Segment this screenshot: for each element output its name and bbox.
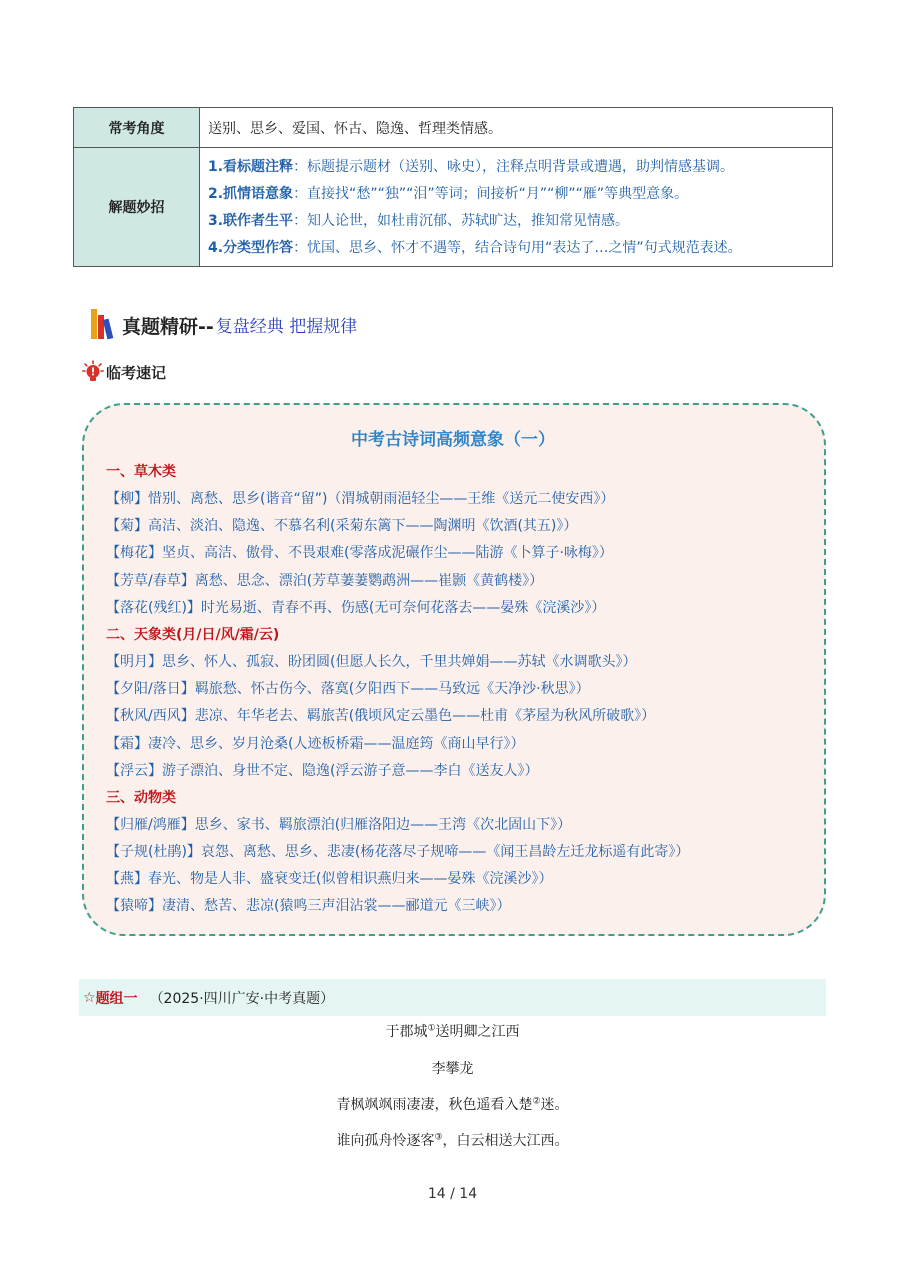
poem-line — [0, 1131, 905, 1151]
quick-notes-label: 临考速记 — [106, 363, 167, 382]
star-icon: ☆ — [83, 989, 96, 1006]
row-header: 解题妙招 — [74, 148, 200, 267]
tip-item — [208, 181, 824, 208]
poem-text: 迷。 — [540, 1097, 569, 1113]
list-item: 【芳草/春草】离愁、思念、漂泊(芳草萋萋鹦鹉洲——崔颢《黄鹤楼》） — [106, 572, 544, 589]
list-item: 【归雁/鸿雁】思乡、家书、羁旅漂泊(归雁洛阳边——王湾《次北固山下》） — [106, 816, 572, 833]
category-heading: 二、天象类(月/日/风/霜/云) — [106, 626, 280, 643]
list-item: 【秋风/西风】悲凉、年华老去、羁旅苦(俄顷风定云墨色——杜甫《茅屋为秋风所破歌》） — [106, 708, 656, 725]
tip-text: ：直接找“愁”“独”“泪”等词；间接析“月”“柳”“雁”等典型意象。 — [293, 186, 689, 202]
list-item: 【夕阳/落日】羁旅愁、怀古伤今、落寞(夕阳西下——马致远《天净沙·秋思》） — [106, 681, 590, 698]
poem-author: 李攀龙 — [431, 1061, 474, 1077]
tip-item — [208, 154, 824, 181]
tip-text: ：忧国、思乡、怀才不遇等，结合诗句用“表达了…之情”句式规范表述。 — [293, 240, 742, 256]
question-group-bar — [79, 979, 826, 1016]
list-item: 【落花(残红)】时光易逝、青春不再、伤感(无可奈何花落去——晏殊《浣溪沙》） — [106, 599, 606, 616]
footnote-mark: ① — [427, 1023, 436, 1034]
poem-text: 谁向孤舟怜逐客 — [336, 1133, 435, 1149]
poem-title — [0, 1022, 905, 1042]
list-item: 【浮云】游子漂泊、身世不定、隐逸(浮云游子意——李白《送友人》） — [106, 762, 539, 779]
poem-title-part: 送明卿之江西 — [435, 1024, 520, 1040]
poem-text: 青枫飒飒雨凄凄，秋色遥看入楚 — [336, 1097, 533, 1113]
tips-table — [73, 107, 833, 267]
tip-item — [208, 208, 824, 235]
table-row — [74, 148, 833, 267]
section-heading — [90, 305, 357, 341]
list-item: 【霜】凄冷、思乡、岁月沧桑(人迹板桥霜——温庭筠《商山早行》） — [106, 735, 525, 752]
list-item: 【燕】春光、物是人非、盛衰变迁(似曾相识燕归来——晏殊《浣溪沙》） — [106, 871, 553, 888]
quick-notes-heading — [82, 360, 166, 384]
imagery-box — [82, 403, 826, 936]
tip-text: ：知人论世，如杜甫沉郁、苏轼旷达，推知常见情感。 — [293, 213, 630, 229]
footnote-mark: ③ — [434, 1132, 443, 1143]
tip-item — [208, 235, 824, 262]
category-heading: 三、动物类 — [106, 789, 176, 806]
poem-text: ，白云相送大江西。 — [442, 1133, 569, 1149]
group-source: （2025·四川广安·中考真题） — [149, 990, 335, 1007]
list-item: 【子规(杜鹃)】哀怨、离愁、思乡、悲凄(杨花落尽子规啼——《闻王昌龄左迁龙标遥有此寄》） — [106, 844, 690, 861]
list-item: 【柳】惜别、离愁、思乡(谐音“留”)（渭城朝雨浥轻尘——王维《送元二使安西》） — [106, 491, 615, 507]
table-row — [74, 108, 833, 148]
list-item: 【猿啼】凄清、愁苦、悲凉(猿鸣三声泪沾裳——郦道元《三峡》） — [106, 898, 511, 915]
poem-title-part: 于郡城 — [385, 1024, 428, 1040]
books-icon — [90, 307, 120, 341]
section-title: 真题精研 — [122, 316, 199, 338]
footnote-mark: ② — [532, 1096, 541, 1107]
group-label: 题组一 — [95, 990, 138, 1007]
section-dash: -- — [198, 316, 214, 338]
row-header: 常考角度 — [74, 108, 200, 148]
tip-key: 2.抓情语意象 — [208, 186, 294, 202]
page-number: 14 / 14 — [427, 1186, 478, 1202]
tip-key: 3.联作者生平 — [208, 213, 294, 229]
box-title: 中考古诗词高频意象（一） — [351, 430, 555, 450]
tips-list — [200, 148, 833, 267]
tip-key: 4.分类型作答 — [208, 240, 294, 256]
poem-line — [0, 1095, 905, 1115]
row-content: 送别、思乡、爱国、怀古、隐逸、哲理类情感。 — [200, 108, 833, 148]
section-subtitle: 复盘经典 把握规律 — [215, 317, 358, 337]
category-heading: 一、草木类 — [106, 464, 176, 480]
list-item: 【梅花】坚贞、高洁、傲骨、不畏艰难(零落成泥碾作尘——陆游《卜算子·咏梅》） — [106, 545, 613, 562]
list-item: 【明月】思乡、怀人、孤寂、盼团圆(但愿人长久，千里共婵娟——苏轼《水调歌头》） — [106, 653, 637, 670]
tip-key: 1.看标题注释 — [208, 159, 294, 175]
tip-text: ：标题提示题材（送别、咏史），注释点明背景或遭遇，助判情感基调。 — [293, 159, 735, 175]
list-item: 【菊】高洁、淡泊、隐逸、不慕名利(采菊东篱下——陶渊明《饮酒(其五)》） — [106, 518, 578, 535]
lightbulb-alert-icon — [82, 360, 104, 384]
